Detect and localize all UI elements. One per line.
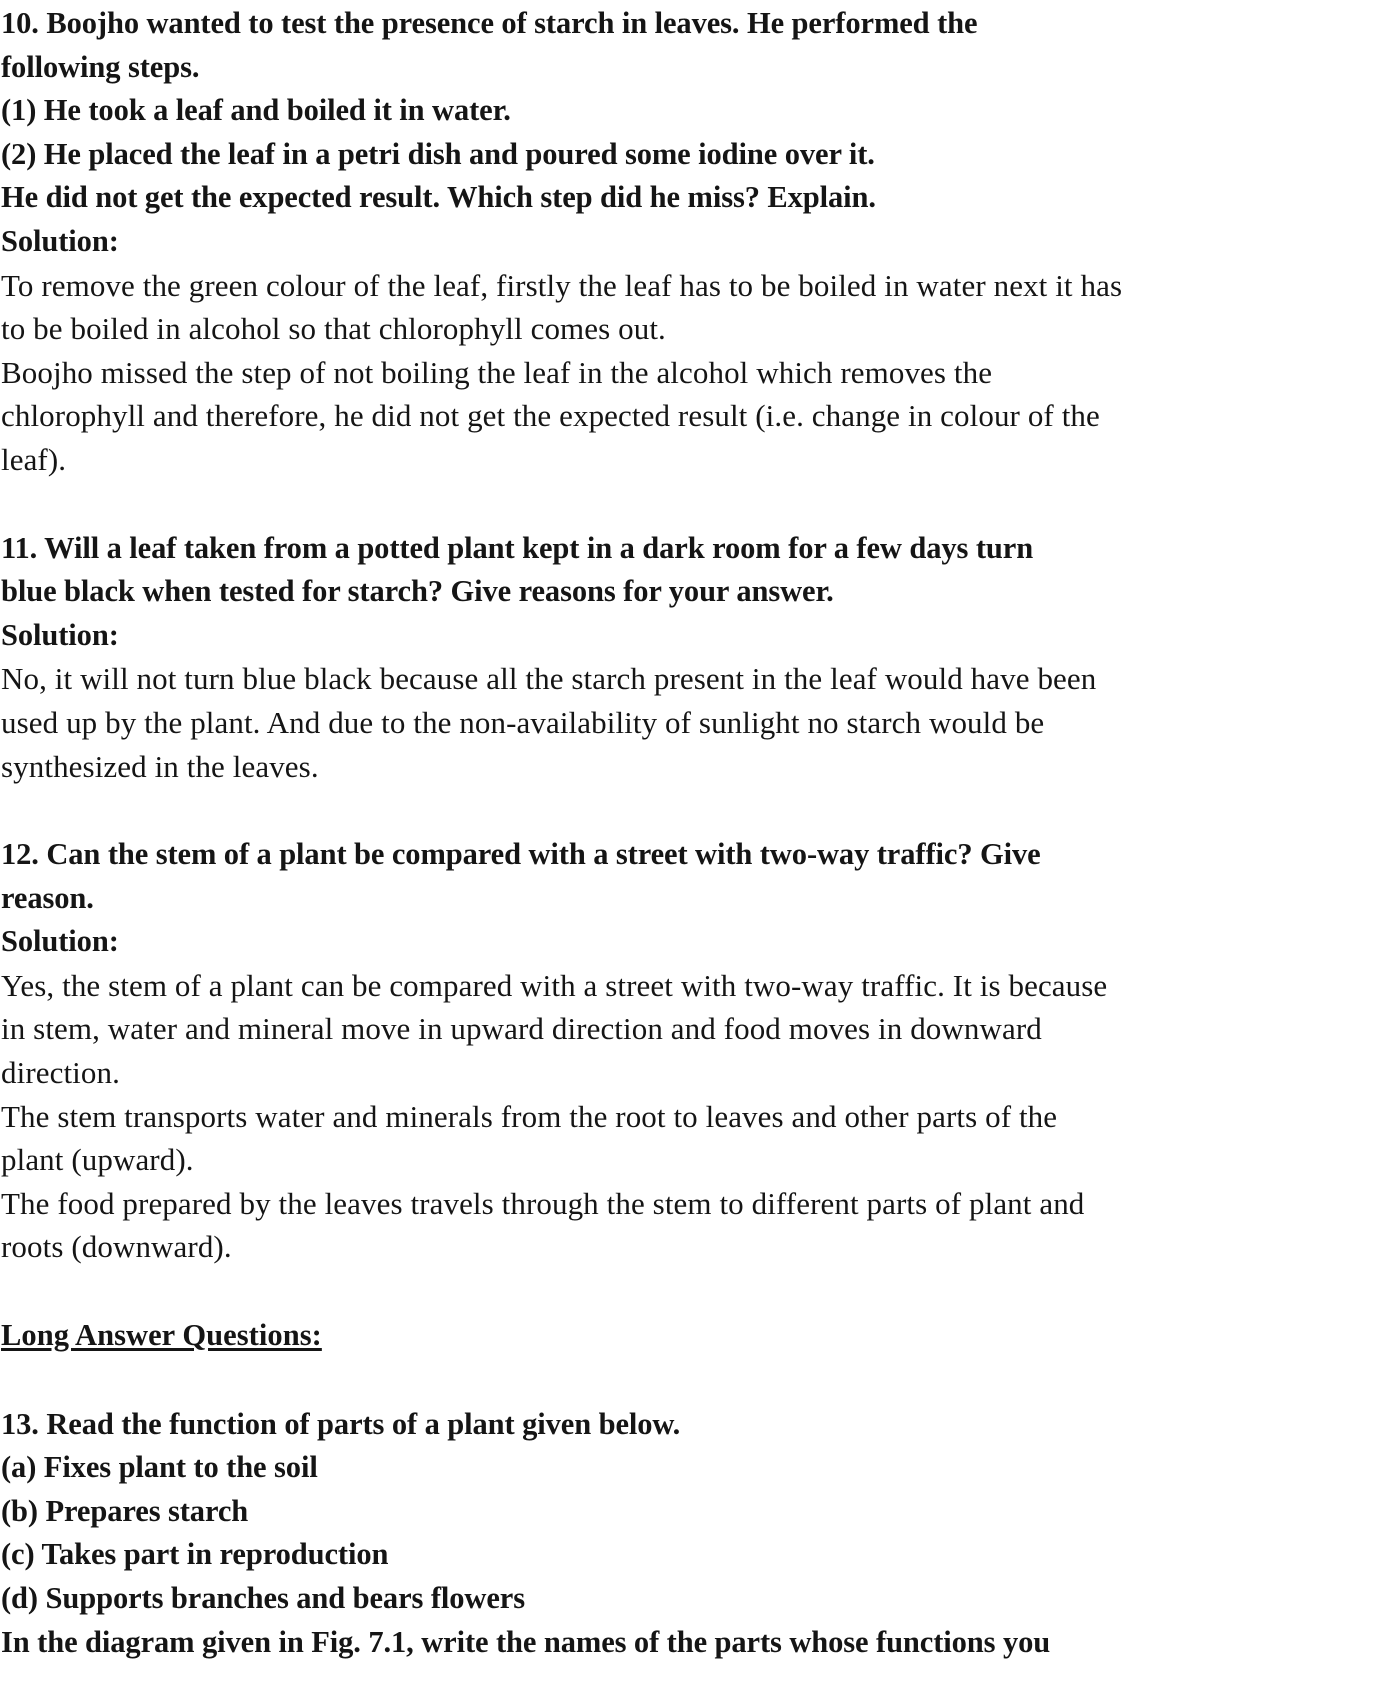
block-spacer: [0, 482, 1395, 527]
question-12-line-5: direction.: [1, 1055, 120, 1091]
question-10: [0, 2, 1395, 482]
question-10-line-2: (1) He took a leaf and boiled it in water.: [1, 93, 511, 128]
question-11-line-1: blue black when tested for starch? Give reasons for your answer.: [1, 574, 834, 609]
question-11: [0, 527, 1395, 789]
question-10-line-8: Boojho missed the step of not boiling the leaf in the alcohol which removes the: [1, 354, 993, 390]
question-11-line-4: used up by the plant. And due to the non-availability of sunlight no starch would be: [1, 704, 1045, 740]
question-10-line-6: To remove the green colour of the leaf, firstly the leaf has to be boiled in water next it has: [1, 267, 1123, 303]
question-11-line-5: synthesized in the leaves.: [1, 748, 319, 784]
question-13-line-1: (a) Fixes plant to the soil: [1, 1450, 318, 1485]
question-12-line-6: The stem transports water and minerals from the root to leaves and other parts of the: [1, 1098, 1058, 1134]
question-10-line-10: leaf).: [1, 441, 67, 477]
question-13-line-4: (d) Supports branches and bears flowers: [1, 1581, 525, 1615]
question-13-line-2: (b) Prepares starch: [1, 1493, 249, 1528]
question-11-line-2: Solution:: [1, 617, 119, 652]
question-10-line-9: chlorophyll and therefore, he did not get the expected result (i.e. change in colour of the: [1, 398, 1100, 434]
question-12-line-4: in stem, water and mineral move in upward direction and food moves in downward: [1, 1011, 1042, 1047]
question-12-line-0: 12. Can the stem of a plant be compared with a street with two-way traffic? Give: [1, 837, 1041, 872]
question-10-line-3: (2) He placed the leaf in a petri dish and poured some iodine over it.: [1, 136, 875, 171]
question-10-line-4: He did not get the expected result. Which step did he miss? Explain.: [1, 180, 876, 215]
block-spacer: [0, 1269, 1395, 1314]
question-12-line-2: Solution:: [1, 924, 119, 959]
question-10-line-7: to be boiled in alcohol so that chlorophyll comes out.: [1, 311, 666, 347]
section-heading-line-0: Long Answer Questions:: [1, 1318, 322, 1353]
question-12-line-9: roots (downward).: [1, 1229, 232, 1265]
section-heading: [0, 1314, 1395, 1358]
question-13-line-3: (c) Takes part in reproduction: [1, 1537, 389, 1572]
question-10-line-1: following steps.: [1, 49, 200, 84]
question-12-line-7: plant (upward).: [1, 1142, 194, 1178]
question-10-line-5: Solution:: [1, 223, 119, 258]
block-spacer: [0, 1358, 1395, 1403]
question-12: [0, 833, 1395, 1269]
question-13-line-5: In the diagram given in Fig. 7.1, write the names of the parts whose functions you: [1, 1624, 1051, 1659]
question-11-line-0: 11. Will a leaf taken from a potted plant kept in a dark room for a few days turn: [1, 530, 1034, 565]
question-11-line-3: No, it will not turn blue black because all the starch present in the leaf would have been: [1, 661, 1097, 697]
question-13-line-0: 13. Read the function of parts of a plant given below.: [1, 1406, 681, 1441]
question-12-line-1: reason.: [1, 880, 94, 915]
question-12-line-8: The food prepared by the leaves travels through the stem to different parts of plant and: [1, 1185, 1085, 1221]
question-13: [0, 1403, 1395, 1665]
block-spacer: [0, 788, 1395, 833]
question-12-line-3: Yes, the stem of a plant can be compared with a street with two-way traffic. It is because: [1, 967, 1108, 1003]
question-10-line-0: 10. Boojho wanted to test the presence of starch in leaves. He performed the: [1, 6, 978, 40]
